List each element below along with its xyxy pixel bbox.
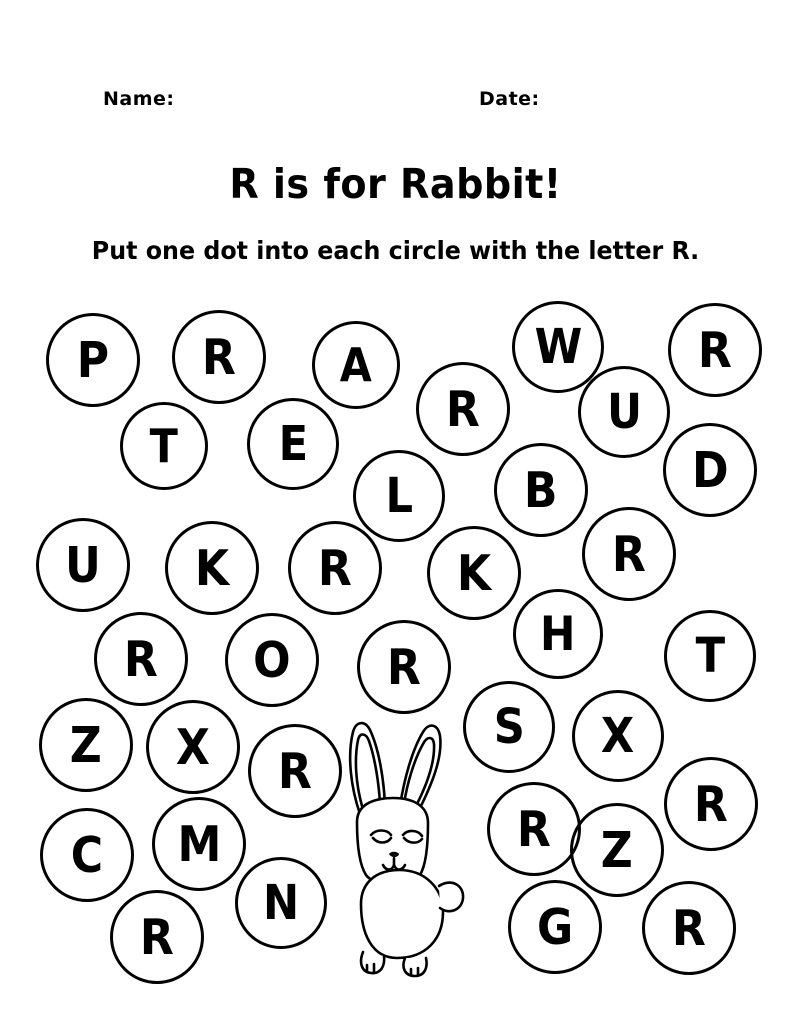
letter-circle[interactable] bbox=[494, 443, 588, 537]
letter-circle[interactable] bbox=[663, 423, 757, 517]
letter-circle[interactable] bbox=[46, 313, 140, 407]
letter-circle-label: G bbox=[536, 898, 574, 956]
letter-circle-label: P bbox=[76, 331, 110, 389]
letter-circle-label: O bbox=[253, 631, 291, 689]
letter-circle[interactable] bbox=[578, 366, 670, 458]
letter-circle-label: D bbox=[691, 441, 729, 499]
letter-circle[interactable] bbox=[39, 698, 133, 792]
letter-circle[interactable] bbox=[572, 690, 664, 782]
letter-circle-label: K bbox=[456, 544, 492, 602]
letter-circle[interactable] bbox=[288, 521, 382, 615]
letter-circle-label: L bbox=[385, 468, 413, 524]
letter-circle-label: Z bbox=[601, 821, 633, 879]
letter-circle[interactable] bbox=[247, 398, 339, 490]
letter-circle-label: R bbox=[278, 742, 312, 800]
letter-circle-label: H bbox=[540, 606, 576, 662]
letter-circle-label: R bbox=[318, 539, 352, 597]
letter-circle[interactable] bbox=[353, 450, 445, 542]
letter-circle[interactable] bbox=[172, 310, 266, 404]
letter-circle[interactable] bbox=[110, 890, 204, 984]
letter-circle[interactable] bbox=[508, 880, 602, 974]
letter-circle[interactable] bbox=[36, 518, 130, 612]
letter-circle-label: R bbox=[387, 638, 421, 696]
letter-circle-label: C bbox=[70, 826, 104, 884]
letter-circle-label: A bbox=[339, 338, 373, 392]
rabbit-illustration bbox=[327, 718, 467, 980]
letter-circle[interactable] bbox=[165, 521, 259, 615]
letter-circle[interactable] bbox=[642, 881, 736, 975]
letter-circle-label: E bbox=[278, 416, 308, 472]
letter-circle[interactable] bbox=[120, 402, 208, 490]
letter-circle[interactable] bbox=[668, 303, 762, 397]
letter-circle[interactable] bbox=[664, 610, 756, 702]
letter-circle-label: S bbox=[493, 699, 525, 755]
page-title: R is for Rabbit! bbox=[229, 160, 562, 208]
letter-circle-label: R bbox=[672, 899, 706, 957]
letter-circle[interactable] bbox=[152, 797, 246, 891]
letter-circle-label: R bbox=[140, 908, 174, 966]
letter-circle[interactable] bbox=[664, 757, 758, 851]
date-field-label: Date: bbox=[479, 88, 540, 110]
name-date-row bbox=[0, 88, 791, 118]
instructions-text: Put one dot into each circle with the letter R. bbox=[91, 236, 700, 265]
letter-circle[interactable] bbox=[463, 681, 555, 773]
letter-circle[interactable] bbox=[225, 613, 319, 707]
letter-circle[interactable] bbox=[427, 526, 521, 620]
letter-circle-label: N bbox=[262, 875, 300, 931]
letter-circle[interactable] bbox=[146, 700, 240, 794]
letter-circle-label: X bbox=[175, 718, 211, 776]
letter-circle[interactable] bbox=[40, 808, 134, 902]
letter-circle-label: Z bbox=[70, 716, 102, 774]
letter-circle-label: U bbox=[65, 536, 101, 594]
letter-circle-label: K bbox=[194, 539, 230, 597]
letter-circle-label: U bbox=[606, 384, 642, 440]
letter-circle[interactable] bbox=[487, 782, 581, 876]
letter-circle[interactable] bbox=[513, 589, 603, 679]
letter-circle-label: B bbox=[524, 461, 558, 519]
letter-circle-label: R bbox=[202, 328, 236, 386]
letter-circle[interactable] bbox=[235, 857, 327, 949]
letter-circle[interactable] bbox=[416, 362, 510, 456]
letter-circle-label: M bbox=[177, 815, 221, 873]
letter-circle-label: T bbox=[149, 419, 179, 473]
letter-circle[interactable] bbox=[570, 803, 664, 897]
letter-circle-label: W bbox=[534, 319, 582, 375]
letter-circle-label: X bbox=[601, 708, 635, 764]
letter-circle-label: R bbox=[517, 800, 551, 858]
letter-circle[interactable] bbox=[582, 507, 676, 601]
letter-circle[interactable] bbox=[357, 620, 451, 714]
name-field-label: Name: bbox=[103, 88, 175, 110]
letter-circle-label: R bbox=[698, 321, 732, 379]
letter-circle-label: T bbox=[695, 628, 725, 684]
letter-circle-label: R bbox=[694, 775, 728, 833]
letter-circle[interactable] bbox=[94, 612, 188, 706]
letter-circle-label: R bbox=[446, 380, 480, 438]
letter-circle-label: R bbox=[124, 630, 158, 688]
letter-circle-label: R bbox=[612, 525, 646, 583]
letter-circle[interactable] bbox=[312, 321, 400, 409]
